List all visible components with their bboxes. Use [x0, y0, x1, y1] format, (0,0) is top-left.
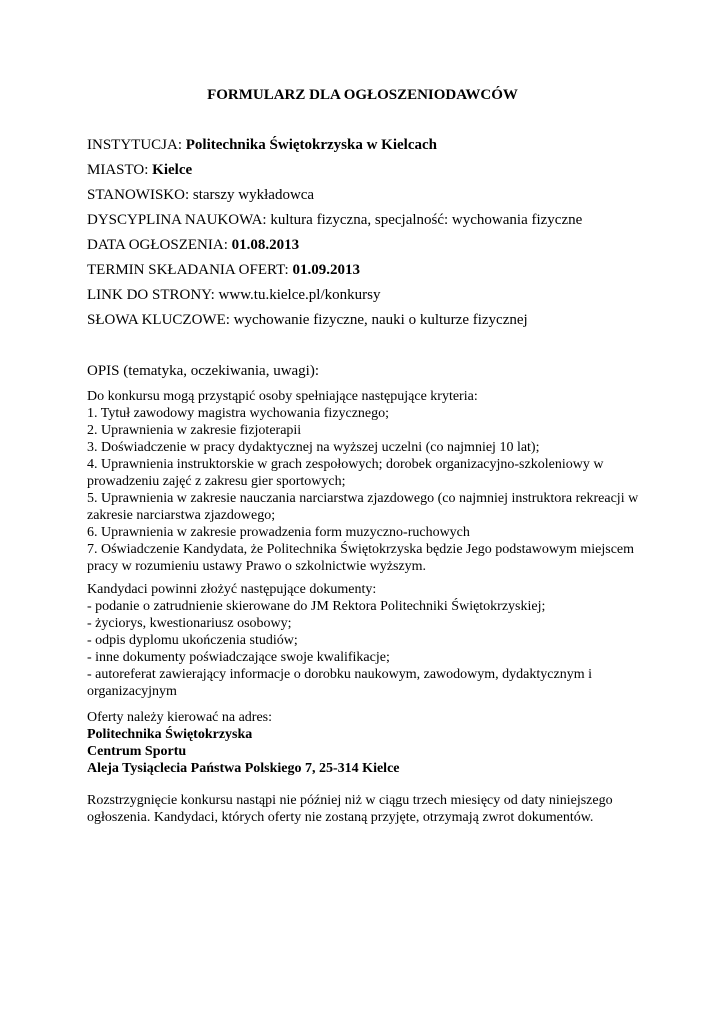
documents-item: - odpis dyplomu ukończenia studiów; — [87, 633, 298, 648]
page-title: FORMULARZ DLA OGŁOSZENIODAWCÓW — [207, 87, 518, 103]
documents-item: - autoreferat zawierający informacje o dorobku naukowym, zawodowym, dydaktycznym i organizacyjnym — [87, 667, 592, 699]
criteria-item: 1. Tytuł zawodowy magistra wychowania fizycznego; — [87, 406, 390, 421]
address-block — [87, 709, 657, 777]
criteria-item: 5. Uprawnienia w zakresie nauczania narciarstwa zjazdowego (co najmniej instruktora rekreacji w zakresie narciarstwa zjazdowego; — [87, 491, 639, 523]
field-instytucja — [87, 137, 437, 154]
opis-label: OPIS (tematyka, oczekiwania, uwagi): — [87, 363, 320, 379]
address-line: Aleja Tysiąclecia Państwa Polskiego 7, 25-314 Kielce — [87, 761, 400, 776]
field-instytucja-label: INSTYTUCJA: — [87, 137, 186, 153]
address-line: Centrum Sportu — [87, 744, 187, 759]
field-termin-value: 01.09.2013 — [292, 262, 360, 278]
field-miasto-value: Kielce — [152, 162, 193, 178]
field-miasto — [87, 162, 192, 179]
criteria-item: 6. Uprawnienia w zakresie prowadzenia form muzyczno-ruchowych — [87, 525, 470, 540]
field-data-ogloszenia — [87, 237, 299, 254]
documents-block — [87, 581, 657, 700]
documents-intro: Kandydaci powinni złożyć następujące dokumenty: — [87, 582, 377, 597]
criteria-item: 7. Oświadczenie Kandydata, że Politechnika Świętokrzyska będzie Jego podstawowym miejscem pracy w rozumieniu ustawy Prawo o szkolnictwie wyższym. — [87, 542, 635, 574]
field-instytucja-value: Politechnika Świętokrzyska w Kielcach — [185, 137, 438, 153]
field-stanowisko-label: STANOWISKO: starszy wykładowca — [87, 187, 315, 203]
field-data-value: 01.08.2013 — [231, 237, 300, 253]
criteria-block — [87, 388, 657, 575]
address-intro: Oferty należy kierować na adres: — [87, 710, 273, 725]
criteria-item: 2. Uprawnienia w zakresie fizjoterapii — [87, 423, 302, 438]
field-termin-label: TERMIN SKŁADANIA OFERT: — [87, 262, 293, 278]
field-dyscyplina — [87, 212, 582, 229]
documents-item: - podanie o zatrudnienie skierowane do JM Rektora Politechniki Świętokrzyskiej; — [87, 599, 546, 614]
field-termin — [87, 262, 360, 279]
criteria-item: 3. Doświadczenie w pracy dydaktycznej na wyższej uczelni (co najmniej 10 lat); — [87, 440, 540, 455]
field-dyscyplina-label: DYSCYPLINA NAUKOWA: kultura fizyczna, specjalność: wychowania fizyczne — [87, 212, 583, 228]
field-data-label: DATA OGŁOSZENIA: — [87, 237, 232, 253]
documents-item: - inne dokumenty poświadczające swoje kwalifikacje; — [87, 650, 390, 665]
field-slowa-label: SŁOWA KLUCZOWE: wychowanie fizyczne, nauki o kulturze fizycznej — [87, 312, 528, 328]
criteria-intro: Do konkursu mogą przystąpić osoby spełniające następujące kryteria: — [87, 389, 478, 404]
field-stanowisko — [87, 187, 314, 204]
criteria-item: 4. Uprawnienia instruktorskie w grach zespołowych; dorobek organizacyjno-szkoleniowy w prowadzeniu zajęć z zakresu gier sportowych; — [87, 457, 604, 489]
field-link-label: LINK DO STRONY: www.tu.kielce.pl/konkursy — [87, 287, 381, 303]
field-link — [87, 287, 380, 304]
field-miasto-label: MIASTO: — [87, 162, 153, 178]
address-line: Politechnika Świętokrzyska — [87, 727, 253, 742]
closing-text: Rozstrzygnięcie konkursu nastąpi nie później niż w ciągu trzech miesięcy od daty niniejszego ogłoszenia. Kandydaci, których oferty nie zostaną przyjęte, otrzymają zwrot dokumentów. — [87, 793, 613, 825]
field-slowa-kluczowe — [87, 312, 528, 329]
documents-item: - życiorys, kwestionariusz osobowy; — [87, 616, 292, 631]
closing-paragraph — [87, 792, 657, 826]
